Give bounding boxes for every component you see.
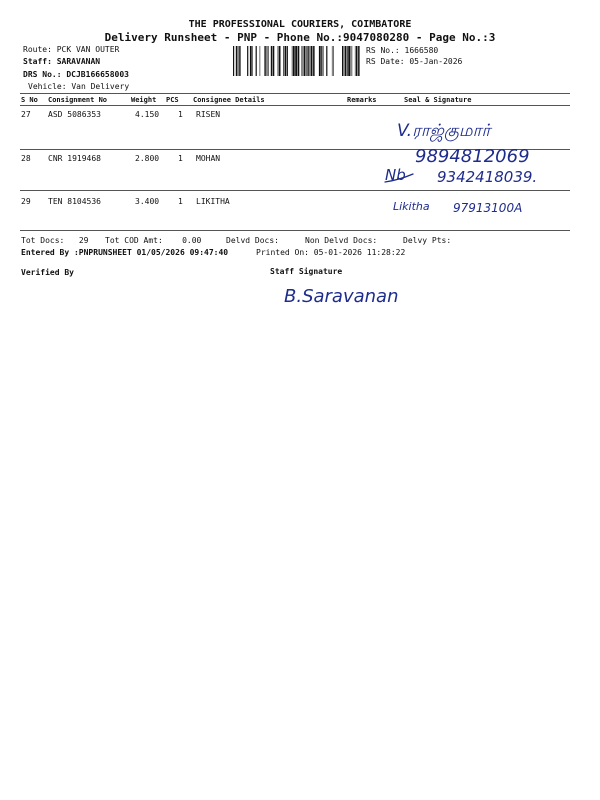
barcode-bar (250, 46, 252, 76)
barcode-bar (323, 46, 324, 76)
barcode-bar (332, 46, 333, 76)
handwritten-name-row27: V.ராஜ்குமார் (397, 121, 491, 141)
barcode-bar (304, 46, 306, 76)
row-sno: 27 (21, 110, 31, 119)
barcode-bar (271, 46, 272, 76)
row-pcs: 1 (178, 110, 183, 119)
handwritten-name-row29: Likitha (393, 200, 430, 213)
route-text: Route: PCK VAN OUTER (23, 45, 120, 54)
barcode-bar (356, 46, 357, 76)
barcode-bar (260, 46, 261, 76)
row-consignee: RISEN (196, 110, 221, 119)
barcode-bar (313, 46, 314, 76)
col-header-consignee: Consignee Details (193, 96, 265, 104)
vehicle-text: Vehicle: Van Delivery (28, 82, 130, 91)
barcode-bar (358, 46, 359, 76)
barcode-bar (311, 46, 312, 76)
staff-signature-text: B.Saravanan (284, 286, 399, 307)
delvd-docs: Delvd Docs: (226, 236, 279, 245)
barcode-bar (352, 46, 353, 76)
barcode-bar (344, 46, 345, 76)
tot-cod-value: 0.00 (182, 236, 202, 245)
handwritten-phone-row29: 97913100A (453, 201, 523, 215)
staff-label: Staff: (23, 57, 52, 66)
tot-docs-value: 29 (78, 236, 89, 245)
tot-cod (105, 236, 201, 245)
handwritten-signatures (385, 112, 565, 242)
drs-label: DRS No.: (23, 70, 62, 79)
row-consignee: MOHAN (196, 154, 221, 163)
row-pcs: 1 (178, 197, 183, 206)
barcode-bar (347, 46, 348, 76)
barcode-bar (293, 46, 295, 76)
entered-by: Entered By :PNPRUNSHEET 01/05/2026 09:47:40 (21, 248, 229, 257)
barcode-bar (256, 46, 257, 76)
barcode-bar (351, 46, 352, 76)
barcode-bar (279, 46, 281, 76)
barcode-bar (321, 46, 322, 76)
barcode-bar (287, 46, 288, 76)
barcode-bar (233, 46, 234, 76)
barcode-bar (355, 46, 356, 76)
printed-on: Printed On: 05-01-2026 11:28:22 (256, 248, 406, 257)
col-header-pcs: PCS (166, 96, 179, 104)
barcode-bar (285, 46, 286, 76)
barcode-bar (292, 46, 293, 76)
staff-name: SARAVANAN (56, 57, 101, 66)
table-top-rule (20, 93, 570, 94)
table-header-rule (20, 105, 570, 106)
handwritten-phone1-row28: 9894812069 (415, 146, 530, 167)
staff-signature (282, 278, 412, 312)
barcode-bar (298, 46, 300, 76)
barcode-bar (308, 46, 309, 76)
handwritten-phone2-row28: 9342418039. (437, 168, 538, 186)
row-pcs: 1 (178, 154, 183, 163)
barcode-bar (267, 46, 268, 76)
barcode-bar (302, 46, 303, 76)
company-title: THE PROFESSIONAL COURIERS, COIMBATORE (188, 19, 412, 30)
barcode-bar (303, 46, 304, 76)
barcode-bar (306, 46, 307, 76)
barcode-bar (265, 46, 266, 76)
staff-signature-label: Staff Signature (270, 267, 343, 276)
barcode-image (233, 46, 361, 76)
barcode-bar (238, 46, 239, 76)
row-consignment: CNR 1919468 (48, 154, 101, 163)
runsheet-subtitle: Delivery Runsheet - PNP - Phone No.:9047080280 - Page No.:3 (104, 31, 496, 44)
col-header-remarks: Remarks (347, 96, 377, 104)
barcode-bar (247, 46, 248, 76)
row-consignment: TEN 8104536 (48, 197, 101, 206)
tot-docs (21, 236, 88, 245)
drs-number: DCJB166658003 (66, 70, 129, 79)
barcode-bar (326, 46, 327, 76)
verified-by-label: Verified By (21, 268, 74, 277)
non-delvd-docs: Non Delvd Docs: (305, 236, 378, 245)
barcode-bar (359, 46, 360, 76)
row-sno: 29 (21, 197, 31, 206)
barcode-bar (314, 46, 315, 76)
barcode-bar (348, 46, 350, 76)
drs-line (23, 70, 129, 79)
tot-cod-label: Tot COD Amt: (105, 236, 163, 245)
barcode-bar (342, 46, 343, 76)
barcode-bar (307, 46, 308, 76)
barcode-bar (345, 46, 346, 76)
col-header-sno: S No (21, 96, 38, 104)
barcode-bar (283, 46, 284, 76)
barcode-bar (240, 46, 241, 76)
row-weight: 4.150 (135, 110, 160, 119)
barcode-bar (268, 46, 269, 76)
col-header-weight: Weight (131, 96, 157, 104)
tot-docs-label: Tot Docs: (21, 236, 65, 245)
barcode-bar (239, 46, 240, 76)
barcode-bar (295, 46, 297, 76)
handwritten-note-row28: Nb (385, 166, 406, 184)
row-weight: 3.400 (135, 197, 160, 206)
row-consignee: LIKITHA (196, 197, 230, 206)
barcode-bar (319, 46, 321, 76)
col-header-seal: Seal & Signature (404, 96, 472, 104)
barcode-bar (333, 46, 334, 76)
rs-date: RS Date: 05-Jan-2026 (366, 57, 463, 66)
delvy-pts: Delvy Pts: (403, 236, 452, 245)
row-sno: 28 (21, 154, 31, 163)
col-header-consignment: Consignment No (48, 96, 108, 104)
staff-line (23, 57, 100, 66)
rs-number: RS No.: 1666580 (366, 46, 439, 55)
barcode-bar (278, 46, 279, 76)
barcode-bar (264, 46, 265, 76)
barcode-bar (236, 46, 237, 76)
barcode-bar (310, 46, 311, 76)
barcode-bar (252, 46, 253, 76)
row-consignment: ASD 5086353 (48, 110, 101, 119)
row-weight: 2.800 (135, 154, 160, 163)
barcode-bar (273, 46, 275, 76)
